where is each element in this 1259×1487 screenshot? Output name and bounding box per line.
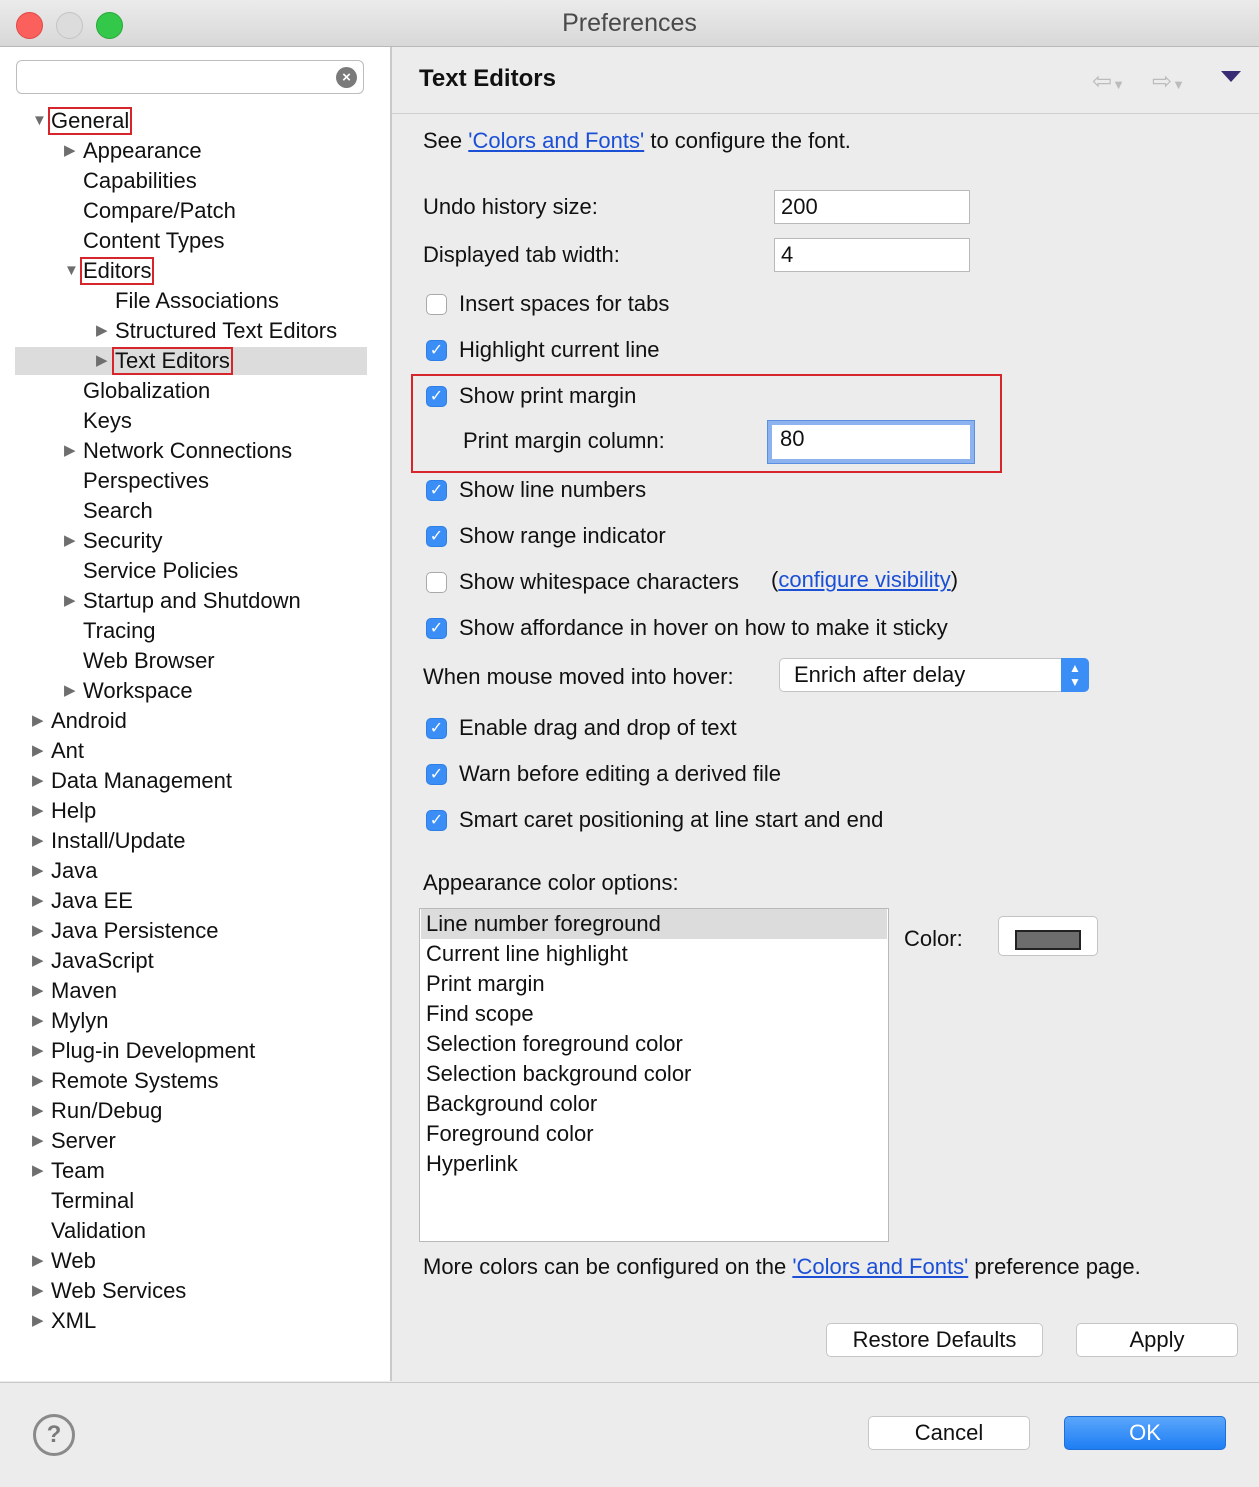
print-margin-checkbox[interactable] (426, 383, 1006, 409)
intro-text: See 'Colors and Fonts' to configure the font. (423, 128, 851, 153)
tree-item-label: Android (51, 708, 127, 733)
checkbox-label: Show affordance in hover on how to make it sticky (459, 615, 948, 640)
tree-item[interactable] (0, 1096, 388, 1126)
collapsed-triangle-icon[interactable]: ▶ (32, 862, 44, 879)
warn-derived-checkbox[interactable] (426, 761, 1006, 787)
collapsed-triangle-icon[interactable]: ▶ (32, 1252, 44, 1269)
tree-item-label: Service Policies (83, 558, 239, 583)
restore-defaults-button[interactable]: Restore Defaults (826, 1323, 1043, 1357)
page-title: Text Editors (419, 65, 556, 92)
tree-item[interactable] (0, 526, 388, 556)
color-option-item[interactable]: Line number foreground (421, 909, 887, 939)
collapsed-triangle-icon[interactable]: ▶ (32, 832, 44, 849)
tree-item-label: Keys (83, 408, 132, 433)
collapsed-triangle-icon[interactable]: ▶ (32, 772, 44, 789)
tree-item[interactable] (0, 1036, 388, 1066)
tree-item[interactable] (0, 556, 388, 586)
tree-item[interactable] (0, 376, 388, 406)
collapsed-triangle-icon[interactable]: ▶ (64, 442, 76, 459)
tree-item[interactable] (0, 346, 388, 376)
tree-item-label: Globalization (83, 378, 211, 403)
select-stepper-icon: ▲ ▼ (1061, 658, 1089, 692)
line-numbers-checkbox[interactable] (426, 477, 1006, 503)
tree-item-label: Server (51, 1128, 116, 1153)
forward-arrow-icon[interactable]: ⇨▼ (1152, 68, 1185, 95)
tree-item-label: Plug-in Development (51, 1038, 256, 1063)
tree-item[interactable] (0, 1306, 388, 1336)
checkbox-checked-icon[interactable]: ✓ (426, 618, 447, 639)
collapsed-triangle-icon[interactable]: ▶ (96, 352, 108, 369)
undo-history-label: Undo history size: (423, 194, 598, 219)
tree-item-label: Tracing (83, 618, 156, 643)
highlight-line-checkbox[interactable] (426, 337, 1006, 363)
help-icon[interactable]: ? (33, 1414, 75, 1456)
collapsed-triangle-icon[interactable]: ▶ (32, 982, 44, 999)
tree-item[interactable] (0, 946, 388, 976)
collapsed-triangle-icon[interactable]: ▶ (64, 142, 76, 159)
print-margin-column-field[interactable]: 80 (768, 421, 974, 463)
collapsed-triangle-icon[interactable]: ▶ (64, 532, 76, 549)
window-title: Preferences (562, 9, 697, 37)
collapsed-triangle-icon[interactable]: ▶ (32, 742, 44, 759)
configure-visibility: (configure visibility) (771, 567, 959, 592)
collapsed-triangle-icon[interactable]: ▶ (32, 712, 44, 729)
tree-item-label: Mylyn (51, 1008, 109, 1033)
ok-button[interactable]: OK (1064, 1416, 1226, 1450)
insert-spaces-checkbox[interactable] (426, 291, 1006, 317)
checkbox-label: Show print margin (459, 383, 637, 408)
print-margin-column-label: Print margin column: (463, 428, 665, 453)
tree-item-label: Team (51, 1158, 105, 1183)
tree-item[interactable] (0, 196, 388, 226)
checkbox-checked-icon[interactable]: ✓ (426, 340, 447, 361)
checkbox-label: Show line numbers (459, 477, 647, 502)
collapsed-triangle-icon[interactable]: ▶ (32, 1132, 44, 1149)
color-option-item[interactable]: Selection background color (426, 1061, 692, 1086)
checkbox-label: Show whitespace characters (459, 569, 740, 594)
collapsed-triangle-icon[interactable]: ▶ (32, 1072, 44, 1089)
tree-item-label: JavaScript (51, 948, 154, 973)
tree-item-label: Run/Debug (51, 1098, 163, 1123)
checkbox-label: Show range indicator (459, 523, 666, 548)
collapsed-triangle-icon[interactable]: ▶ (64, 592, 76, 609)
tree-item[interactable] (0, 1246, 388, 1276)
tree-item[interactable] (0, 796, 388, 826)
smart-caret-checkbox[interactable] (426, 807, 1006, 833)
color-picker-button[interactable] (998, 916, 1098, 956)
tree-item[interactable] (0, 646, 388, 676)
checkbox-checked-icon[interactable]: ✓ (426, 386, 447, 407)
collapsed-triangle-icon[interactable]: ▶ (32, 1162, 44, 1179)
tree-item[interactable] (0, 916, 388, 946)
color-option-item[interactable]: Foreground color (426, 1121, 594, 1146)
tree-item-label: Editors (83, 258, 152, 283)
tree-item-label: Terminal (51, 1188, 135, 1213)
appearance-color-list[interactable] (419, 908, 889, 1242)
range-indicator-checkbox[interactable] (426, 523, 1006, 549)
tree-item[interactable] (0, 466, 388, 496)
color-option-item[interactable]: Current line highlight (426, 941, 628, 966)
tree-item[interactable] (0, 406, 388, 436)
checkbox-checked-icon[interactable]: ✓ (426, 810, 447, 831)
tree-item-label: Web (51, 1248, 96, 1273)
appearance-color-label: Appearance color options: (423, 870, 679, 895)
colors-and-fonts-link[interactable]: 'Colors and Fonts' (468, 128, 645, 153)
color-label: Color: (904, 926, 963, 951)
collapsed-triangle-icon[interactable]: ▶ (32, 1012, 44, 1029)
footer-text: More colors can be configured on the 'Colors and Fonts' preference page. (423, 1254, 1141, 1279)
tree-item[interactable] (0, 1156, 388, 1186)
tree-item-label: Security (83, 528, 163, 553)
collapsed-triangle-icon[interactable]: ▶ (32, 952, 44, 969)
tree-item-label: Network Connections (83, 438, 293, 463)
tree-item-label: Capabilities (83, 168, 197, 193)
tree-item-label: Help (51, 798, 97, 823)
tree-item[interactable] (0, 766, 388, 796)
tree-item-label: XML (51, 1308, 97, 1333)
tree-item[interactable] (0, 1276, 388, 1306)
checkbox-label: Enable drag and drop of text (459, 715, 737, 740)
text-editors-page (392, 47, 1259, 1381)
tree-item-label: Web Services (51, 1278, 187, 1303)
tree-item[interactable] (0, 856, 388, 886)
tree-item[interactable] (0, 226, 388, 256)
tree-item[interactable] (0, 976, 388, 1006)
expanded-triangle-icon[interactable]: ▼ (32, 112, 47, 129)
collapsed-triangle-icon[interactable]: ▶ (32, 1282, 44, 1299)
collapsed-triangle-icon[interactable]: ▶ (32, 922, 44, 939)
preference-tree-pane (0, 47, 392, 1381)
tree-item[interactable] (0, 1006, 388, 1036)
tree-item[interactable] (0, 106, 388, 136)
tab-width-label: Displayed tab width: (423, 242, 620, 267)
collapsed-triangle-icon[interactable]: ▶ (32, 1312, 44, 1329)
color-option-item[interactable]: Find scope (426, 1001, 534, 1026)
tree-item[interactable] (0, 886, 388, 916)
view-menu-icon[interactable] (1221, 71, 1241, 82)
tree-item-label: Startup and Shutdown (83, 588, 301, 613)
tree-item-label: Ant (51, 738, 85, 763)
checkbox-checked-icon[interactable]: ✓ (426, 526, 447, 547)
tree-item-label: General (51, 108, 130, 133)
tree-item-label: Java (51, 858, 98, 883)
color-option-item[interactable]: Print margin (426, 971, 545, 996)
undo-history-field[interactable]: 200 (774, 190, 970, 224)
tree-item[interactable] (0, 256, 388, 286)
drag-drop-checkbox[interactable] (426, 715, 1006, 741)
cancel-button[interactable]: Cancel (868, 1416, 1030, 1450)
checkbox-checked-icon[interactable]: ✓ (426, 718, 447, 739)
tree-item-label: File Associations (115, 288, 279, 313)
tree-item[interactable] (0, 136, 388, 166)
page-header (392, 47, 1259, 114)
footer-colors-and-fonts-link[interactable]: 'Colors and Fonts' (792, 1254, 969, 1279)
collapsed-triangle-icon[interactable]: ▶ (32, 892, 44, 909)
tree-item-label: Structured Text Editors (115, 318, 338, 343)
filter-input[interactable] (25, 61, 329, 93)
collapsed-triangle-icon[interactable]: ▶ (32, 802, 44, 819)
color-option-item[interactable]: Selection foreground color (426, 1031, 683, 1056)
tree-item[interactable] (0, 166, 388, 196)
tab-width-field[interactable]: 4 (774, 238, 970, 272)
collapsed-triangle-icon[interactable]: ▶ (32, 1102, 44, 1119)
checkbox-checked-icon[interactable]: ✓ (426, 480, 447, 501)
tree-item[interactable] (0, 316, 388, 346)
tree-item-label: Maven (51, 978, 118, 1003)
filter-field[interactable] (16, 60, 364, 94)
tree-item[interactable] (0, 736, 388, 766)
apply-button[interactable]: Apply (1076, 1323, 1238, 1357)
tree-item-label: Data Management (51, 768, 232, 793)
tree-item-label: Search (83, 498, 153, 523)
checkbox-label: Smart caret positioning at line start and end (459, 807, 884, 832)
checkbox-label: Warn before editing a derived file (459, 761, 782, 786)
tree-item-label: Appearance (83, 138, 202, 163)
color-swatch (1015, 930, 1081, 950)
tree-item-label: Remote Systems (51, 1068, 219, 1093)
tree-item[interactable] (0, 436, 388, 466)
back-arrow-icon[interactable]: ⇦▼ (1092, 68, 1125, 95)
tree-item[interactable] (0, 586, 388, 616)
tree-item[interactable] (0, 706, 388, 736)
tree-item[interactable] (0, 496, 388, 526)
tree-item-label: Validation (51, 1218, 146, 1243)
tree-item-label: Workspace (83, 678, 193, 703)
tree-item-label: Install/Update (51, 828, 186, 853)
checkbox-label: Highlight current line (459, 337, 660, 362)
hover-select[interactable] (779, 658, 1089, 692)
collapsed-triangle-icon[interactable]: ▶ (32, 1042, 44, 1059)
tree-item-label: Java EE (51, 888, 133, 913)
dialog-button-bar (0, 1382, 1259, 1487)
tree-item[interactable] (0, 1186, 388, 1216)
tree-item[interactable] (0, 676, 388, 706)
expanded-triangle-icon[interactable]: ▼ (64, 262, 79, 279)
tree-item-label: Text Editors (115, 348, 230, 373)
color-option-item[interactable]: Hyperlink (426, 1151, 518, 1176)
hover-select-value: Enrich after delay (794, 662, 966, 687)
tree-item[interactable] (0, 1066, 388, 1096)
tree-item-label: Compare/Patch (83, 198, 236, 223)
tree-item[interactable] (0, 1126, 388, 1156)
collapsed-triangle-icon[interactable]: ▶ (96, 322, 108, 339)
tree-item[interactable] (0, 616, 388, 646)
collapsed-triangle-icon[interactable]: ▶ (64, 682, 76, 699)
affordance-checkbox[interactable] (426, 615, 1006, 641)
checkbox-label: Insert spaces for tabs (459, 291, 670, 316)
tree-item-label: Perspectives (83, 468, 209, 493)
tree-item-label: Java Persistence (51, 918, 219, 943)
tree-item-label: Content Types (83, 228, 225, 253)
clear-search-icon[interactable]: × (336, 67, 357, 88)
tree-item-label: Web Browser (83, 648, 215, 673)
color-option-item[interactable]: Background color (426, 1091, 598, 1116)
checkbox-unchecked-icon[interactable] (426, 294, 447, 315)
tree-item[interactable] (0, 826, 388, 856)
tree-item[interactable] (0, 1216, 388, 1246)
checkbox-checked-icon[interactable]: ✓ (426, 764, 447, 785)
checkbox-unchecked-icon[interactable] (426, 572, 447, 593)
tree-item[interactable] (0, 286, 388, 316)
configure-visibility-link[interactable]: configure visibility (778, 567, 951, 592)
title-bar (0, 0, 1259, 47)
hover-label: When mouse moved into hover: (423, 664, 734, 689)
